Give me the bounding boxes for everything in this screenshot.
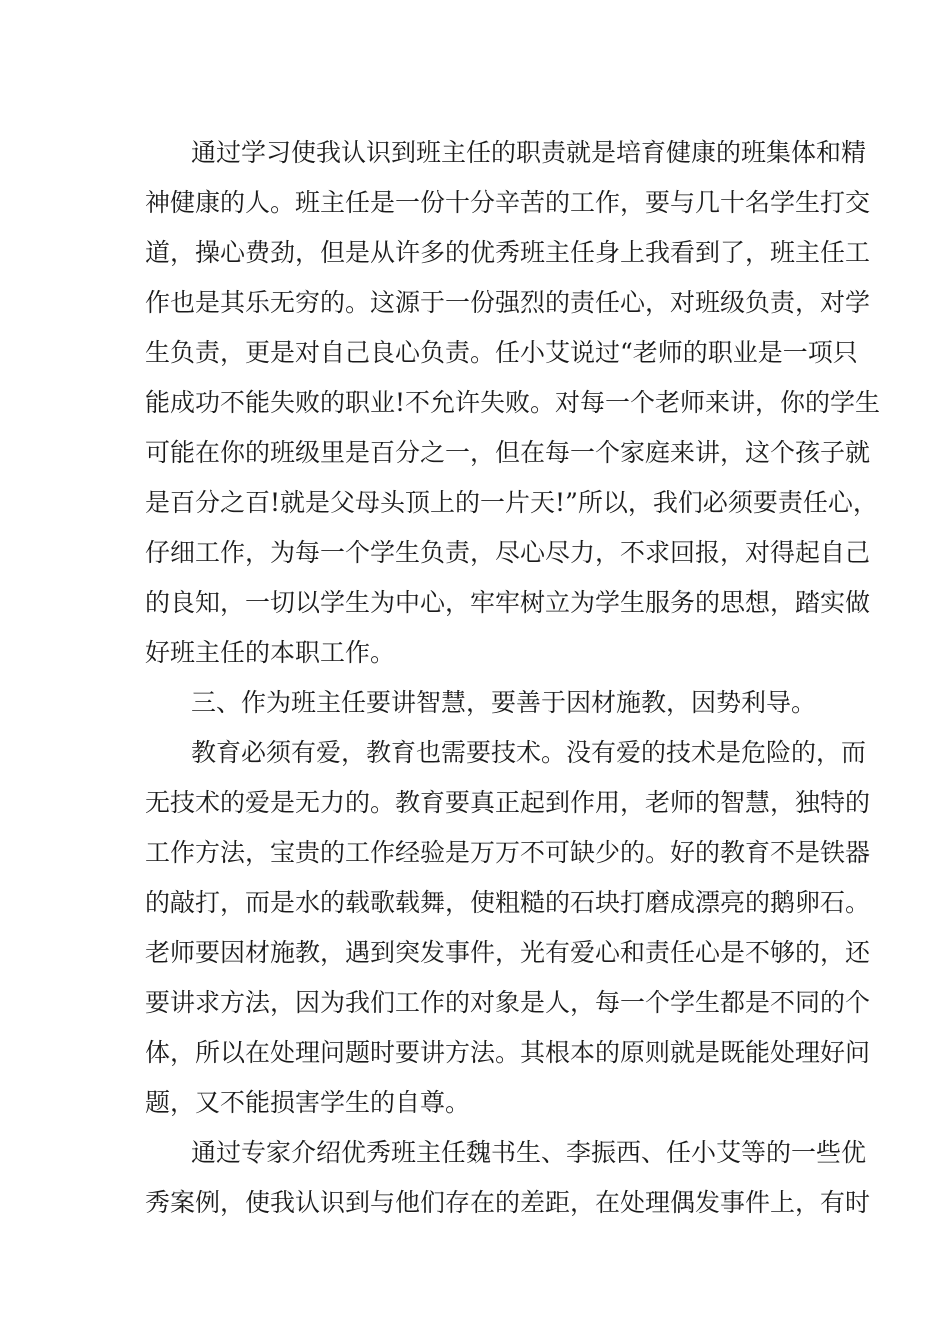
text-line: 题，又不能损害学生的自尊。: [145, 1088, 471, 1117]
text-line: 可能在你的班级里是百分之一，但在每一个家庭来讲，这个孩子就: [145, 438, 871, 467]
text-line: 通过学习使我认识到班主任的职责就是培育健康的班集体和精: [191, 138, 867, 167]
text-line: 老师要因材施教，遇到突发事件，光有爱心和责任心是不够的，还: [145, 938, 871, 967]
paragraph-4: [145, 1128, 871, 1228]
text-line: 仔细工作，为每一个学生负责，尽心尽力，不求回报，对得起自己: [145, 538, 871, 567]
text-line: 教育必须有爱，教育也需要技术。没有爱的技术是危险的，而: [191, 738, 867, 767]
text-line: 的敲打，而是水的载歌载舞，使粗糙的石块打磨成漂亮的鹅卵石。: [145, 888, 871, 917]
text-line: 能成功不能失败的职业!不允许失败。对每一个老师来讲，你的学生: [145, 388, 881, 417]
text-line: 工作方法，宝贵的工作经验是万万不可缺少的。好的教育不是铁器: [145, 838, 871, 867]
paragraph-3: [145, 728, 871, 1128]
text-line: 作也是其乐无穷的。这源于一份强烈的责任心，对班级负责，对学: [145, 288, 871, 317]
text-line: 道，操心费劲，但是从许多的优秀班主任身上我看到了，班主任工: [145, 238, 871, 267]
section-heading: [145, 678, 821, 728]
text-line: 无技术的爱是无力的。教育要真正起到作用，老师的智慧，独特的: [145, 788, 871, 817]
paragraph-1: [145, 128, 881, 678]
text-line: 神健康的人。班主任是一份十分辛苦的工作，要与几十名学生打交: [145, 188, 871, 217]
text-line: 的良知，一切以学生为中心，牢牢树立为学生服务的思想，踏实做: [145, 588, 871, 617]
heading-line: 三、作为班主任要讲智慧，要善于因材施教，因势利导。: [191, 688, 817, 717]
text-line: 秀案例，使我认识到与他们存在的差距，在处理偶发事件上，有时: [145, 1188, 871, 1217]
text-line: 通过专家介绍优秀班主任魏书生、李振西、任小艾等的一些优: [191, 1138, 867, 1167]
text-line: 好班主任的本职工作。: [145, 638, 396, 667]
body-text: [145, 128, 881, 1228]
text-line: 体，所以在处理问题时要讲方法。其根本的原则就是既能处理好问: [145, 1038, 871, 1067]
text-line: 生负责，更是对自己良心负责。任小艾说过“老师的职业是一项只: [145, 338, 858, 367]
text-line: 是百分之百!就是父母头顶上的一片天!”所以，我们必须要责任心，: [145, 488, 878, 517]
text-line: 要讲求方法，因为我们工作的对象是人，每一个学生都是不同的个: [145, 988, 871, 1017]
